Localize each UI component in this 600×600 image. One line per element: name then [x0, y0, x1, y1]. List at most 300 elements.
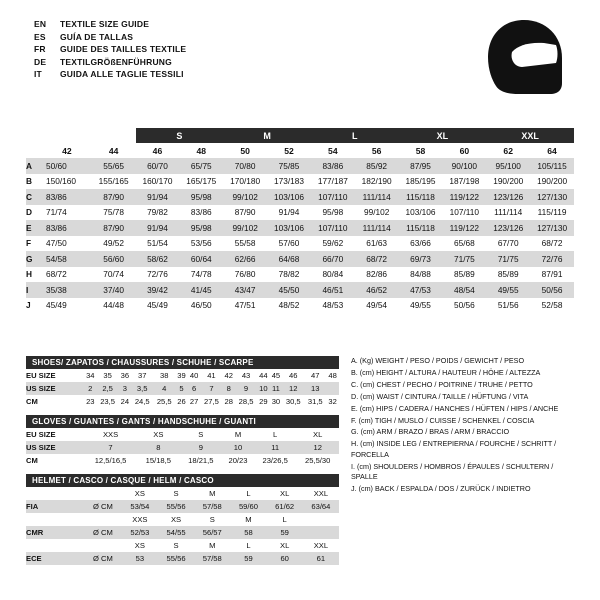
size-number: 54 — [311, 143, 355, 158]
cell: 23,5 — [100, 397, 115, 406]
size-number: 58 — [399, 143, 443, 158]
cell: S — [198, 430, 204, 439]
table-row — [26, 513, 339, 526]
cell: 57/58 — [202, 502, 222, 511]
cell: 48/54 — [453, 284, 475, 295]
cell: 127/130 — [537, 222, 568, 233]
cell: 13 — [311, 384, 320, 393]
table-row — [26, 189, 574, 205]
table-row — [26, 369, 339, 382]
cell: 58/62 — [147, 253, 168, 264]
cell — [84, 539, 122, 552]
cell: 55/56 — [166, 554, 186, 563]
cell: 40 — [189, 371, 199, 380]
cell: 60/64 — [190, 253, 212, 264]
cell: 3 — [122, 384, 128, 393]
cell: 91/94 — [147, 222, 168, 233]
gloves-title: GLOVES / GUANTES / GANTS / HANDSCHUHE / GUANTI — [26, 415, 339, 428]
cell: 50/60 — [46, 160, 67, 171]
cell: XXS — [132, 515, 148, 524]
cell: 56/60 — [103, 253, 124, 264]
cell: 9 — [243, 384, 249, 393]
cell: L — [246, 489, 251, 498]
table-row — [26, 298, 574, 314]
cell: 68/72 — [541, 238, 563, 249]
language-text: GUÍA DE TALLAS — [60, 31, 134, 42]
table-row — [26, 220, 574, 236]
size-band-m: M — [223, 128, 311, 143]
cell: 83/86 — [46, 191, 67, 202]
row-label: CM — [26, 397, 38, 406]
cell: 34 — [86, 371, 95, 380]
cell: 12 — [313, 443, 322, 452]
table-row — [26, 487, 339, 500]
cell: XL — [313, 430, 323, 439]
cell: 107/110 — [449, 207, 480, 218]
cell: 47/53 — [410, 284, 431, 295]
cell: 55/65 — [103, 160, 124, 171]
cell: 46 — [289, 371, 298, 380]
row-label: US SIZE — [26, 384, 56, 393]
cell: 160/170 — [142, 176, 173, 187]
cell: 85/92 — [366, 160, 388, 171]
language-text: GUIDE DES TAILLES TEXTILE — [60, 44, 187, 55]
cell: 57/60 — [278, 238, 300, 249]
cell: 45/49 — [46, 300, 67, 311]
row-label: D — [26, 207, 32, 218]
cell: 48/53 — [322, 300, 344, 311]
cell: 61/62 — [275, 502, 295, 511]
cell: 58 — [244, 528, 253, 537]
cell: 69/73 — [410, 253, 431, 264]
helmet-title-row — [26, 474, 339, 487]
cell: 99/102 — [232, 191, 258, 202]
size-number: 60 — [442, 143, 486, 158]
cell: 20/23 — [228, 456, 248, 465]
cell: 9 — [198, 443, 203, 452]
legend-item: A. (Kg) WEIGHT / PESO / POIDS / GEWICHT / PESO — [351, 356, 525, 365]
cell: 127/130 — [537, 191, 568, 202]
size-band-xxl: XXL — [486, 128, 574, 143]
cell: 68/72 — [46, 269, 67, 280]
table-row — [26, 236, 574, 252]
language-text: TEXTILE SIZE GUIDE — [60, 19, 150, 29]
cell: 103/106 — [405, 207, 436, 218]
cell: 111/114 — [494, 207, 523, 218]
row-label: CMR — [26, 528, 44, 537]
cell: 61 — [316, 554, 326, 563]
cell: 37/40 — [103, 284, 124, 295]
cell: XS — [153, 430, 164, 439]
cell: 107/110 — [318, 191, 348, 202]
cell: 91/94 — [147, 191, 168, 202]
cell: 2 — [88, 384, 93, 393]
cell: 32 — [328, 397, 337, 406]
language-row — [34, 31, 186, 44]
cell: 25,5/30 — [305, 456, 331, 465]
cell: 155/165 — [98, 176, 129, 187]
cell: 2,5 — [102, 384, 113, 393]
main-size-table — [26, 128, 574, 313]
cell: 72/76 — [147, 269, 168, 280]
cell: 47 — [311, 371, 320, 380]
table-row — [26, 395, 339, 408]
cell: 107/110 — [318, 222, 348, 233]
cell: 83/86 — [46, 222, 67, 233]
cell: 8 — [226, 384, 231, 393]
cell: 45/49 — [147, 300, 168, 311]
row-label: C — [26, 191, 32, 202]
row-label: E — [26, 222, 32, 233]
table-row — [26, 552, 339, 565]
cell: L — [282, 515, 287, 524]
cell: 95/98 — [322, 207, 344, 218]
cell: 115/118 — [406, 222, 435, 233]
cell: 61/63 — [366, 238, 388, 249]
cell: 59/62 — [322, 238, 344, 249]
cell: 59/60 — [238, 502, 258, 511]
cell: 173/183 — [273, 176, 304, 187]
cell: 41 — [207, 371, 216, 380]
cell: 170/180 — [230, 176, 261, 187]
cell: Ø CM — [92, 528, 113, 537]
cell: 29 — [259, 397, 268, 406]
cell: 24,5 — [134, 397, 150, 406]
size-number: 62 — [486, 143, 530, 158]
cell: 37 — [137, 371, 147, 380]
row-label: G — [26, 253, 33, 264]
legend-list — [339, 356, 574, 572]
cell: 64/68 — [278, 253, 300, 264]
cell — [326, 382, 339, 395]
cell: 27,5 — [204, 397, 219, 406]
cell: 39 — [177, 371, 186, 380]
cell: 115/119 — [537, 207, 567, 218]
cell: 105/115 — [537, 160, 567, 171]
cell: 72/76 — [541, 253, 563, 264]
cell: 87/90 — [103, 222, 124, 233]
bottom-left — [26, 356, 339, 572]
table-row — [26, 267, 574, 283]
cell: 54/55 — [166, 528, 186, 537]
cell: XXS — [102, 430, 119, 439]
cell: 99/102 — [232, 222, 258, 233]
row-label — [26, 539, 84, 552]
shoes-table — [26, 356, 339, 408]
cell: 12,5/16,5 — [94, 456, 127, 465]
cell: 45 — [271, 371, 281, 380]
cell: 90/100 — [451, 160, 478, 171]
row-label: FIA — [26, 502, 39, 511]
table-row — [26, 251, 574, 267]
cell: 53/54 — [130, 502, 150, 511]
cell: M — [245, 515, 252, 524]
table-row — [26, 526, 339, 539]
helmet-table — [26, 474, 339, 565]
helmet-title: HELMET / CASCO / CASQUE / HELM / CASCO — [26, 474, 339, 487]
cell — [303, 513, 339, 526]
cell: 59 — [244, 554, 253, 563]
size-band-row — [26, 128, 574, 143]
table-row — [26, 441, 339, 454]
language-code: ES — [34, 31, 46, 42]
cell: 15/18,5 — [145, 456, 171, 465]
cell: XXL — [313, 489, 329, 498]
cell: 8 — [156, 443, 161, 452]
cell: S — [209, 515, 215, 524]
cell: 71/74 — [46, 207, 67, 218]
cell: 111/114 — [362, 222, 391, 233]
cell: 185/195 — [405, 176, 436, 187]
cell: 95/98 — [190, 191, 212, 202]
language-text: TEXTILGRÖßENFÜHRUNG — [60, 56, 172, 67]
bottom-section — [26, 356, 574, 572]
row-label — [26, 513, 84, 526]
cell: 52/58 — [541, 300, 563, 311]
table-row — [26, 454, 339, 467]
cell: 150/160 — [46, 176, 76, 187]
cell: 60/70 — [147, 160, 168, 171]
table-row — [26, 205, 574, 221]
cell: 91/94 — [278, 207, 300, 218]
language-row — [34, 18, 186, 31]
cell: 24 — [120, 397, 130, 406]
cell: 85/89 — [453, 269, 475, 280]
row-label: EU SIZE — [26, 430, 56, 439]
cell: 99/102 — [363, 207, 390, 218]
cell: 85/89 — [497, 269, 519, 280]
cell: 119/122 — [449, 222, 480, 233]
cell: S — [173, 489, 179, 498]
cell: 119/122 — [449, 191, 480, 202]
cell: Ø CM — [92, 554, 113, 563]
row-label: H — [26, 269, 32, 280]
table-row — [26, 500, 339, 513]
table-row — [26, 382, 339, 395]
cell: 60 — [280, 554, 289, 563]
cell: XS — [134, 541, 145, 550]
cell: 80/84 — [322, 269, 344, 280]
cell: 87/90 — [234, 207, 256, 218]
cell: 59 — [280, 528, 289, 537]
legend-item: G. (cm) ARM / BRAZO / BRAS / ARM / BRACCIO — [351, 427, 510, 437]
cell: 76/80 — [234, 269, 256, 280]
row-label: US SIZE — [26, 443, 56, 452]
cell: 55/58 — [234, 238, 256, 249]
cell: 44/48 — [103, 300, 124, 311]
helmet-icon — [478, 14, 570, 106]
cell: 65/75 — [190, 160, 212, 171]
legend-item: J. (cm) BACK / ESPALDA / DOS / ZURÜCK / INDIETRO — [351, 483, 531, 493]
cell: 68/72 — [366, 253, 388, 264]
cell: 182/190 — [361, 176, 392, 187]
cell: 71/75 — [497, 253, 519, 264]
cell: 95/100 — [495, 160, 521, 171]
cell: 46/51 — [322, 284, 344, 295]
cell: L — [273, 430, 278, 439]
size-table — [26, 128, 574, 313]
cell — [84, 513, 122, 526]
table-row — [26, 174, 574, 190]
row-label: ECE — [26, 554, 42, 563]
cell: 55/56 — [166, 502, 186, 511]
cell: 177/187 — [317, 176, 348, 187]
cell: 28 — [224, 397, 233, 406]
cell: 47/50 — [46, 238, 67, 249]
cell: 63/66 — [410, 238, 431, 249]
cell: XL — [280, 541, 290, 550]
cell: 78/82 — [278, 269, 300, 280]
size-table-body — [26, 158, 574, 313]
row-label: F — [26, 238, 32, 249]
cell: 49/55 — [497, 284, 519, 295]
cell: 41/45 — [190, 284, 212, 295]
cell: 25,5 — [156, 397, 172, 406]
language-code: EN — [34, 19, 47, 29]
cell: 74/78 — [190, 269, 212, 280]
cell: 75/85 — [278, 160, 300, 171]
cell: 7 — [108, 443, 113, 452]
language-row — [34, 56, 186, 69]
language-text: GUIDA ALLE TAGLIE TESSILI — [60, 69, 184, 80]
cell: 49/54 — [366, 300, 388, 311]
gloves-table — [26, 415, 339, 467]
cell: 84/88 — [410, 269, 431, 280]
cell: 53 — [135, 554, 145, 563]
cell: 75/78 — [103, 207, 124, 218]
legend-item: D. (cm) WAIST / CINTURA / TAILLE / HÜFTUNG / VITA — [351, 391, 529, 401]
cell: 28,5 — [238, 397, 254, 406]
gloves-title-row — [26, 415, 339, 428]
cell — [303, 526, 339, 539]
cell: 87/95 — [410, 160, 431, 171]
cell: 48/52 — [278, 300, 300, 311]
cell: 123/126 — [493, 222, 524, 233]
language-code: FR — [34, 44, 46, 55]
cell: 187/198 — [449, 176, 480, 187]
cell: 38 — [160, 371, 169, 380]
cell: 27 — [189, 397, 199, 406]
size-number: 44 — [92, 143, 136, 158]
cell: 71/75 — [453, 253, 475, 264]
cell: 11 — [271, 384, 280, 393]
legend-item: H. (cm) INSIDE LEG / ENTREPIERNA / FOURCHE / SCHRITT / FORCELLA — [351, 439, 557, 459]
cell: 44 — [259, 371, 268, 380]
cell: 103/106 — [273, 191, 304, 202]
row-label: I — [26, 284, 29, 295]
cell: 83/86 — [190, 207, 212, 218]
legend-item: B. (cm) HEIGHT / ALTURA / HAUTEUR / HÖHE / ALTEZZA — [351, 367, 541, 377]
language-row — [34, 43, 186, 56]
language-code: DE — [34, 56, 47, 67]
cell: 48 — [328, 371, 337, 380]
cell: 57/58 — [202, 554, 222, 563]
size-number: 50 — [223, 143, 267, 158]
cell: 82/86 — [366, 269, 388, 280]
cell: 66/70 — [322, 253, 344, 264]
size-number: 46 — [136, 143, 180, 158]
cell: 115/118 — [406, 191, 435, 202]
cell: 50/56 — [453, 300, 475, 311]
size-number: 52 — [267, 143, 311, 158]
cell: 87/90 — [103, 191, 124, 202]
legend-item: E. (cm) HIPS / CADERA / HANCHES / HÜFTEN / HIPS / ANCHE — [351, 403, 559, 413]
cell: 51/54 — [147, 238, 168, 249]
cell: 10 — [233, 443, 243, 452]
cell: 50/56 — [541, 284, 563, 295]
row-label: A — [26, 160, 32, 171]
cell: 56/57 — [202, 528, 222, 537]
cell: 54/58 — [46, 253, 67, 264]
cell: 53/56 — [190, 238, 212, 249]
cell: 49/52 — [103, 238, 124, 249]
cell: S — [173, 541, 179, 550]
cell: 12 — [289, 384, 298, 393]
table-row — [26, 428, 339, 441]
size-number-row — [26, 143, 574, 158]
cell: 46/50 — [190, 300, 212, 311]
size-number: 56 — [355, 143, 399, 158]
cell: 52/53 — [130, 528, 150, 537]
cell: 26 — [177, 397, 186, 406]
table-row — [26, 282, 574, 298]
size-number: 42 — [42, 143, 92, 158]
cell: 62/66 — [234, 253, 256, 264]
cell: 123/126 — [493, 191, 524, 202]
cell: 103/106 — [273, 222, 304, 233]
cell: L — [246, 541, 251, 550]
cell: 79/82 — [147, 207, 168, 218]
cell: 190/200 — [493, 176, 524, 187]
size-band-xl: XL — [399, 128, 487, 143]
cell: 4 — [162, 384, 167, 393]
cell: 65/68 — [453, 238, 475, 249]
size-number: 48 — [179, 143, 223, 158]
cell: 36 — [120, 371, 130, 380]
legend-item: I. (cm) SHOULDERS / HOMBROS / ÉPAULES / SCHULTERN / SPALLE — [351, 461, 554, 482]
cell: 39/42 — [147, 284, 168, 295]
size-number: 64 — [530, 143, 574, 158]
language-code: IT — [34, 69, 42, 80]
table-row — [26, 158, 574, 174]
legend-item: C. (cm) CHEST / PECHO / POITRINE / TRUHE / PETTO — [351, 379, 533, 389]
cell: 83/86 — [322, 160, 344, 171]
cell: 87/91 — [541, 269, 563, 280]
cell: 35 — [103, 371, 112, 380]
cell: 30,5 — [285, 397, 301, 406]
cell: 18/21,5 — [188, 456, 214, 465]
row-label — [26, 487, 84, 500]
cell: 70/80 — [234, 160, 256, 171]
cell: M — [209, 541, 216, 550]
cell: 51/56 — [497, 300, 519, 311]
cell: 45/50 — [278, 284, 300, 295]
cell: 5 — [179, 384, 184, 393]
cell: XXL — [313, 541, 329, 550]
cell: 47/51 — [234, 300, 256, 311]
row-label: J — [26, 300, 31, 311]
cell: XS — [134, 489, 145, 498]
shoes-title-row — [26, 356, 339, 369]
cell — [84, 487, 122, 500]
cell: M — [209, 489, 216, 498]
cell: 31,5 — [307, 397, 323, 406]
cell: 10 — [259, 384, 268, 393]
cell: XS — [170, 515, 182, 524]
cell: 70/74 — [103, 269, 124, 280]
cell: 165/175 — [186, 176, 217, 187]
cell: 23 — [86, 397, 95, 406]
